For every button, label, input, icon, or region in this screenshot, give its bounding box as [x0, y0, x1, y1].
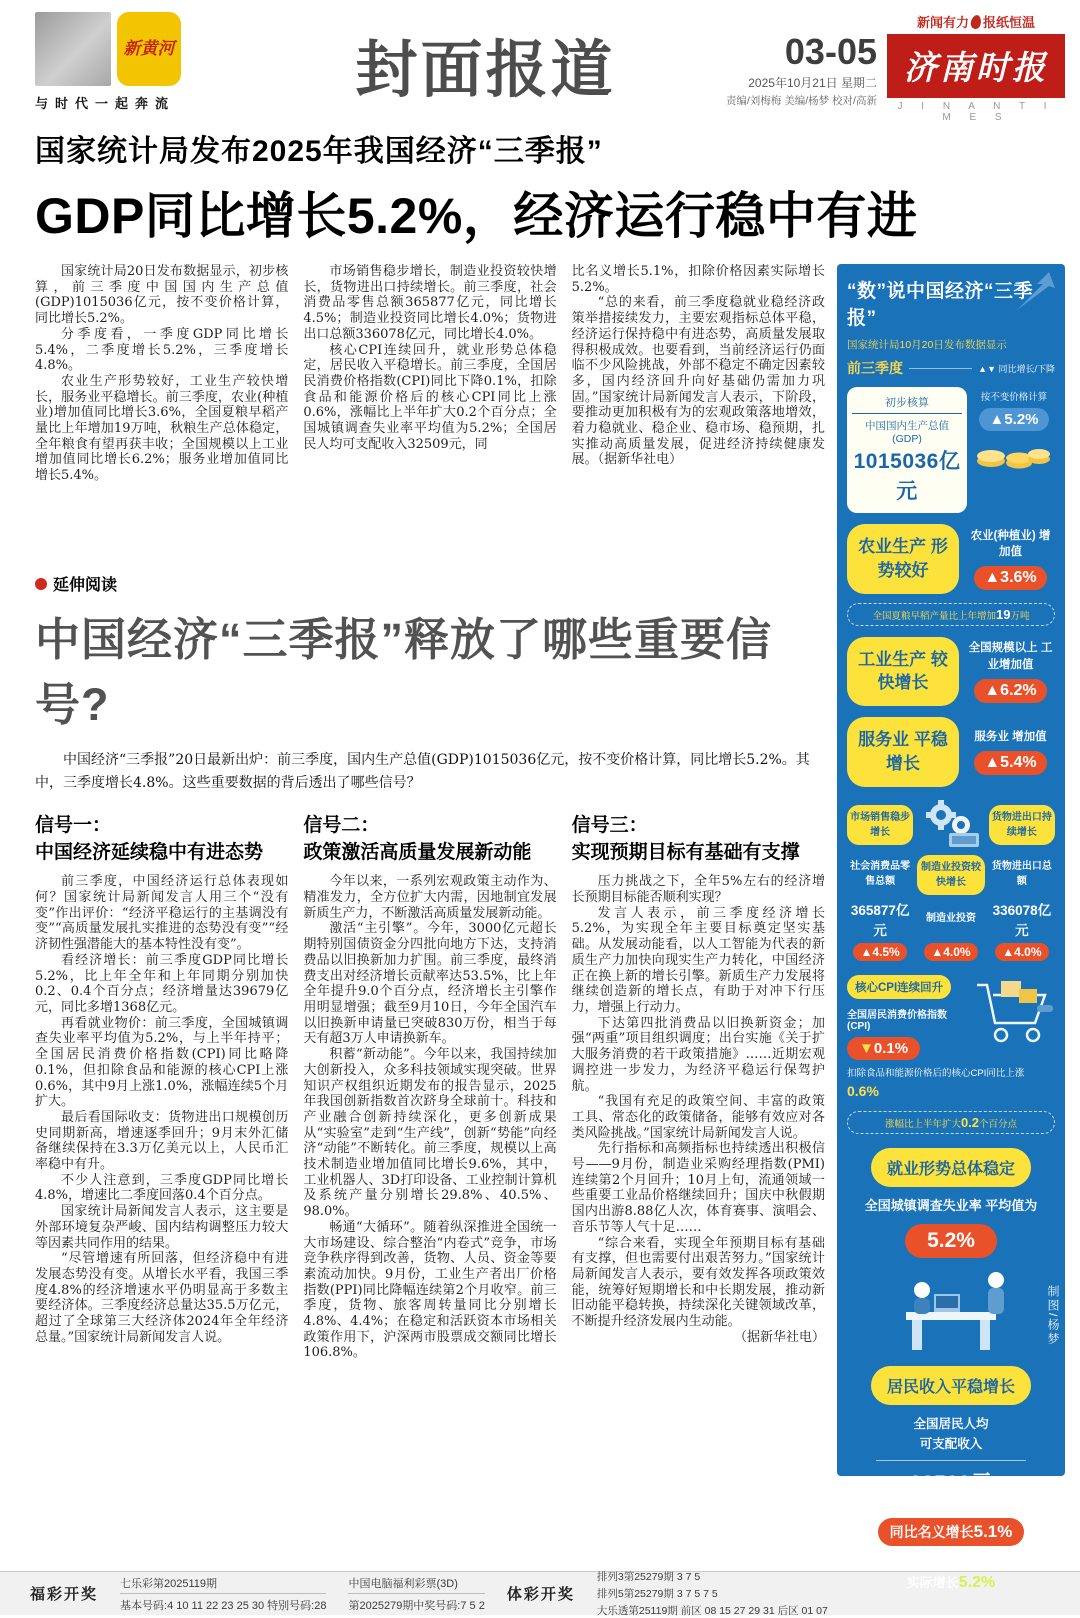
- paragraph: 最后看国际收支：货物进出口规模创历史同期新高，增速逐季回升；9月末外汇储备继续保持在3.3万亿美元以上，人民币汇率稳中有升。: [35, 1109, 289, 1173]
- gdp-label: 中国国内生产总值 (GDP): [865, 420, 949, 445]
- imports-exports-change-badge: ▲4.0%: [995, 943, 1048, 961]
- agriculture-stat: [847, 524, 1055, 594]
- article-column-3: [572, 264, 825, 556]
- agriculture-badge: 农业生产 形势较好: [847, 524, 959, 594]
- extended-headline: 中国经济“三季报”释放了哪些重要信号?: [35, 614, 773, 730]
- imports-exports-badge: 货物进出口持续增长: [989, 805, 1055, 845]
- paragraph: 前三季度，中国经济运行总体表现如何？国家统计局新闻发言人用三个“没有变”作出评价：“经济平稳运行的主基调没有变”“高质量发展扎实推进的态势没有变”“经济韧性强潜能大的基本特性没有变”。: [35, 874, 289, 953]
- signals-section: [35, 813, 825, 1571]
- signal-3: [572, 813, 825, 1571]
- editor-credits: 责编/刘梅梅 美编/杨梦 校对/高新: [725, 95, 877, 107]
- paragraph: 积蓄“新动能”。今年以来，我国持续加大创新投入，众多科技领域实现突破。世界知识产权组织近期发布的报告显示，2025年我国创新指数首次跻身全球前十。科技和产业融合创新持续深化，更多创新成果从“实验室”走到“生产线”，创新“势能”向经济“动能”不断转化。前三季度，规模以上高技术制造业增加值同比增长9.6%，其中，工业机器人、3D打印设备、工业控制计算机及系统产量分别增长29.8%、40.5%、98.0%。: [303, 1047, 557, 1220]
- industry-change-badge: ▲6.2%: [974, 679, 1046, 703]
- extended-intro: 中国经济“三季报”20日最新出炉：前三季度，国内生产总值(GDP)1015036亿元，按不变价格计算，同比增长5.2%。其中，三季度增长4.8%。这些重要数据的背后透出了哪些信号？: [35, 752, 810, 792]
- page-range: 03-05: [784, 31, 877, 72]
- services-badge: 服务业 平稳增长: [847, 717, 959, 787]
- section-title: 封面报道: [355, 36, 616, 105]
- paragraph: 市场销售稳步增长，制造业投资较快增长，货物进出口持续增长。前三季度，社会消费品零售总额365877亿元，同比增长4.5%；制造业投资同比增长4.0%；货物进出口总额336078亿元，同比增长4.0%。: [303, 264, 557, 342]
- paragraph: 今年以来，一系列宏观政策主动作为、精准发力，全方位扩大内需，因地制宜发展新质生产力，不断激活高质量发展新动能。: [303, 874, 557, 921]
- gdp-tag: 按不变价格计算: [980, 392, 1048, 403]
- masthead: [887, 12, 1065, 123]
- signal-title: 中国经济延续稳中有进态势: [35, 841, 264, 863]
- imports-exports-label: 货物进出口总额: [991, 861, 1052, 887]
- fucai-label: 福彩开奖: [30, 1586, 99, 1604]
- office-workers-icon: [876, 1264, 1026, 1356]
- agriculture-label: 农业(种植业) 增加值: [970, 529, 1051, 559]
- page-header: [35, 12, 1065, 123]
- coins-icon: [975, 435, 1053, 469]
- lead-story: [35, 116, 1065, 264]
- paragraph: （据新华社电）: [733, 1329, 825, 1345]
- gdp-change-badge: ▲5.2%: [979, 408, 1048, 431]
- imports-exports-value: 336078亿元: [992, 902, 1052, 938]
- retail-badge: 市场销售稳步增长: [847, 805, 913, 845]
- publisher-logo-block: [35, 12, 245, 112]
- qr-code-image: [35, 12, 111, 86]
- lead-article: [35, 264, 825, 556]
- income-value: 32509元: [909, 1470, 993, 1496]
- cpi-change-badge: ▼0.1%: [847, 1037, 920, 1060]
- paragraph: 看经济增长：前三季度GDP同比增长5.2%，比上年全年和上年同期分别加快0.2、0.4个百分点；经济增量达39679亿元，同比多增1368亿元。: [35, 952, 289, 1015]
- income-stat: [847, 1366, 1055, 1596]
- paragraph: “综合来看，实现全年预期目标有基础有支撑，但也需要付出艰苦努力。”国家统计局新闻发言人表示，要有效发挥各项政策效能，统筹好短期增长和中长期发展，推动新旧动能平稳转换，持续深化关键领域改革，不断提升经济发展内生动能。: [571, 1235, 825, 1330]
- extended-reading-tag: 延伸阅读: [35, 572, 825, 595]
- industry-badge: 工业生产 较快增长: [847, 637, 959, 707]
- divider: [909, 368, 972, 369]
- infographic-sidebar: [837, 264, 1065, 1592]
- paragraph: 畅通“大循环”。随着纵深推进全国统一大市场建设、综合整治“内卷式”竞争，市场竞争秩序得到改善，货物、人员、资金等要素流动加快。9月份，工业生产者出厂价格指数(PPI)同比降幅连续第2个月收窄。前三季度，货物、旅客周转量同比分别增长4.8%、4.4%；在稳定和活跃资本市场相关政策作用下，沪深两市股票成交额同比增长106.8%。: [303, 1219, 557, 1361]
- paragraph: “我国有充足的政策空间、丰富的政策工具、常态化的政策储备，能够有效应对各类风险挑战。”国家统计局新闻发言人说。: [571, 1094, 825, 1141]
- paragraph: 农业生产形势较好，工业生产较快增长，服务业平稳增长。前三季度，农业(种植业)增加值同比增长3.6%，全国夏粮早稻产量比上年增加19万吨，秋粮生产总体稳定，全年粮食有望再获丰收；全国规模以上工业增加值同比增长6.2%；服务业增加值同比增长5.4%。: [35, 373, 289, 484]
- retail-change-badge: ▲4.5%: [853, 943, 906, 961]
- masthead-title: 济南时报: [887, 34, 1065, 98]
- xinhuanghe-app-icon: 新黄河: [117, 12, 181, 86]
- cpi-stat: [847, 975, 1055, 1134]
- signal-body: [572, 874, 825, 1345]
- services-label: 服务业 增加值: [974, 731, 1047, 744]
- gears-laptop-icon: [919, 799, 983, 851]
- signal-body: [303, 874, 556, 1361]
- signal-label: 信号三：: [571, 815, 648, 837]
- signal-2: [303, 813, 556, 1571]
- legend-label: ▲▼ 同比增长/下降: [978, 363, 1055, 374]
- paragraph: 核心CPI连续回升，就业形势总体稳定，居民收入平稳增长。前三季度，全国居民消费价格指数(CPI)同比下降0.1%，扣除食品和能源价格后的核心CPI同比上涨0.6%，涨幅比上半年扩大0.2个百分点；全国城镇调查失业率平均值为5.2%；全国居民人均可支配收入32509元，同: [303, 342, 557, 452]
- masthead-english: J I N A N T I M E S: [897, 101, 1055, 123]
- employment-stat: [847, 1148, 1055, 1356]
- fucai-3d-results: 中国电脑福利彩票(3D) 第2025279期中奖号码:7 5 2: [348, 1575, 484, 1613]
- services-change-badge: ▲5.4%: [974, 751, 1046, 775]
- ticai-label: 体彩开奖: [506, 1586, 575, 1604]
- services-stat: [847, 717, 1055, 787]
- gdp-stat: [847, 387, 1055, 513]
- issue-date: 2025年10月21日 星期二: [748, 76, 877, 90]
- logo-tagline: 与时代一起奔流: [35, 96, 176, 111]
- infographic-subtitle: 国家统计局10月20日发布数据显示: [847, 339, 1007, 351]
- income-change-badge: 同比名义增长5.1%: [878, 1518, 1025, 1546]
- qilecai-results: 七乐彩第2025119期 基本号码:4 10 11 22 23 25 30 特别号码:28: [120, 1575, 326, 1613]
- infographic-title: “数”说中国经济“三季报”: [847, 281, 1034, 329]
- main-headline: GDP同比增长5.2%，经济运行稳中有进: [35, 188, 918, 244]
- trade-stats: [847, 799, 1055, 961]
- paragraph: 不少人注意到，三季度GDP同比增长4.8%，增速比二季度回落0.4个百分点。: [35, 1172, 289, 1204]
- retail-label: 社会消费品零售总额: [850, 861, 911, 887]
- signal-title: 实现预期目标有基础有支撑: [571, 841, 800, 863]
- cpi-expand-note: 涨幅比上半年扩大0.2个百分点: [847, 1111, 1055, 1134]
- paragraph: 分季度看，一季度GDP同比增长5.4%，二季度增长5.2%，三季度增长4.8%。: [35, 326, 289, 374]
- signal-body: [35, 874, 288, 1345]
- paragraph: 压力挑战之下，全年5%左右的经济增长预期目标能否顺利实现？: [571, 874, 825, 906]
- paragraph: 激活“主引擎”。今年，3000亿元超长期特别国债资金分四批向地方下达，支持消费品以旧换新加力扩围。前三季度，最终消费支出对经济增长贡献率达53.5%，比上年全年提升9.0个百分点，经济增长主引擎作用明显增强；截至9月10日，今年全国汽车以旧换新申请量已突破830万份，相当于每天有超3万人申请换新车。: [303, 921, 557, 1047]
- industry-stat: [847, 637, 1055, 707]
- signal-label: 信号一：: [35, 815, 112, 837]
- article-column-2: [303, 264, 556, 556]
- paragraph: “总的来看，前三季度稳就业稳经济政策举措接续发力，主要宏观指标总体平稳，经济运行保持稳中有进态势，高质量发展取得积极成效。也要看到，当前经济运行仍面临不少风险挑战，外部不稳定不确定因素较多，国内经济回升向好基础仍需加力巩固。”国家统计局新闻发言人表示，下阶段，要推动更加积极有为的宏观政策落地增效，着力稳就业、稳企业、稳市场、稳预期，扎实推动高质量发展，促进经济持续健康发展。（据新华社电）: [571, 295, 825, 468]
- issue-info: [726, 12, 1065, 123]
- divider: [876, 1460, 1026, 1461]
- income-label: 全国居民人均 可支配收入: [913, 1416, 989, 1451]
- agriculture-change-badge: ▲3.6%: [974, 566, 1046, 590]
- paragraph: 下达第四批消费品以旧换新资金；加强“两重”项目组织调度；出台实施《关于扩大服务消费的若干政策措施》……近期宏观调控进一步发力，为经济平稳运行保驾护航。: [571, 1015, 825, 1094]
- paragraph: 国家统计局新闻发言人表示，这主要是外部环境复杂严峻、国内结构调整压力较大等因素共同作用的结果。: [35, 1204, 289, 1251]
- cpi-badge: 核心CPI连续回升: [847, 975, 951, 999]
- divider: [876, 1504, 1026, 1505]
- signal-1: [35, 813, 288, 1571]
- graphics-credit: 制图/杨梦: [1046, 1284, 1060, 1346]
- manufacturing-badge: 制造业投资较快增长: [917, 855, 985, 895]
- flame-icon: [970, 14, 983, 30]
- core-cpi-note: 扣除食品和能源价格后的核心CPI同比上涨0.6%: [847, 1067, 1025, 1100]
- gdp-value: 1015036亿元: [853, 450, 961, 503]
- income-badge: 居民收入平稳增长: [871, 1366, 1031, 1405]
- employment-label: 全国城镇调查失业率 平均值为: [864, 1198, 1038, 1214]
- manufacturing-label: 制造业投资: [925, 912, 976, 924]
- employment-badge: 就业形势总体稳定: [871, 1148, 1031, 1187]
- kicker: 国家统计局发布2025年我国经济“三季报”: [35, 135, 603, 168]
- paragraph: 国家统计局20日发布数据显示，初步核算，前三季度中国国内生产总值(GDP)1015036亿元，按不变价格计算，同比增长5.2%。: [35, 264, 289, 327]
- masthead-slogan: 新闻有力 报纸恒温: [916, 15, 1035, 30]
- cpi-label: 全国居民消费价格指数 (CPI): [847, 1009, 947, 1032]
- period-label: 前三季度: [847, 360, 903, 376]
- paragraph: 先行指标和高频指标也持续透出积极信号——9月份，制造业采购经理指数(PMI)连续第2个月回升；10月上旬，流通领域一些重要工业品价格继续回升；国庆中秋假期国内出游8.88亿人次，体育赛事、演唱会、音乐节等人气十足……: [571, 1141, 825, 1235]
- signal-title: 政策激活高质量发展新动能: [303, 841, 532, 863]
- ticai-results: 排列3第25279期 3 7 5 排列5第25279期 3 7 5 7 5 大乐透第25119期 前区 08 15 27 29 31 后区 01 07: [596, 1571, 828, 1618]
- employment-value-badge: 5.2%: [905, 1224, 997, 1258]
- retail-value: 365877亿元: [850, 902, 910, 938]
- signal-label: 信号二：: [303, 815, 380, 837]
- bullet-icon: [35, 578, 47, 590]
- paragraph: 比名义增长5.1%，扣除价格因素实际增长5.2%。: [571, 264, 825, 295]
- manufacturing-change-badge: ▲4.0%: [924, 943, 977, 961]
- shopping-cart-icon: [971, 975, 1055, 1049]
- paragraph: 再看就业物价：前三季度，全国城镇调查失业率平均值为5.2%，与上半年持平；全国居民消费价格指数(CPI)同比略降0.1%，但扣除食品和能源的核心CPI上涨0.6%，其中9月上涨1.0%，涨幅连续5个月扩大。: [35, 1015, 289, 1110]
- paragraph: “尽管增速有所回落，但经济稳中有进发展态势没有变。从增长水平看，我国三季度4.8%的经济增速水平仍明显高于多数主要经济体。三季度经济总量达35.5万亿元，超过了全球第三大经济体2024年全年经济总量。”国家统计局新闻发言人说。: [35, 1251, 289, 1345]
- paragraph: 发言人表示，前三季度经济增长5.2%，为实现全年主要目标奠定坚实基础。从发展动能看，以人工智能为代表的新质生产力加快向现实生产力转化，中国经济正在换上新的增长引擎。新质生产力发展将继续创造新的增长点，有助于对冲下行压力，增强上行动力。: [571, 905, 825, 1015]
- income-real-growth-note: 扣除价格因素 实际增长5.2%: [906, 1553, 996, 1592]
- article-column-1: [35, 264, 288, 556]
- grain-note: 全国夏粮早稻产量比上年增加19万吨: [847, 603, 1055, 626]
- industry-label: 全国规模以上 工业增加值: [968, 642, 1053, 671]
- gdp-note: 初步核算: [852, 394, 962, 414]
